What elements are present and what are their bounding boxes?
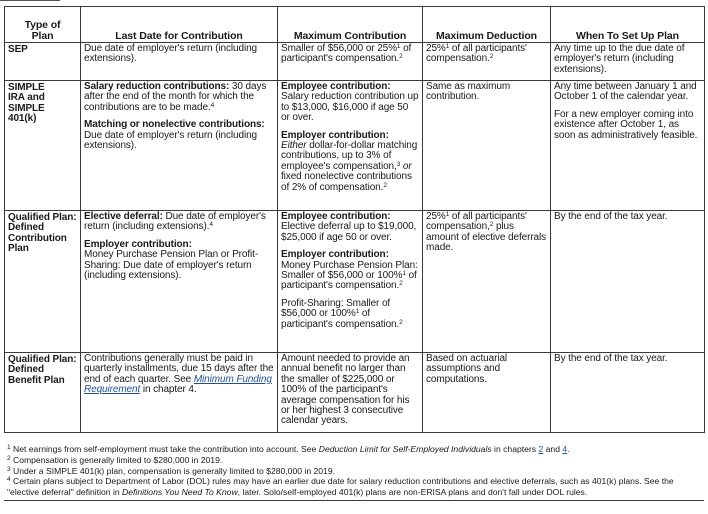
dc-when-to-set-up: By the end of the tax year. (551, 211, 705, 353)
retirement-plans-table (4, 6, 705, 433)
text: Due date of employer's return (including extensions). (84, 129, 258, 152)
header-last-date: Last Date for Contribution (81, 7, 278, 43)
text: in chapters (491, 444, 539, 454)
paragraph (281, 82, 419, 124)
text: in chapter 4. (140, 384, 197, 396)
paragraph (84, 212, 274, 233)
paragraph: For a new employer coming into existence after October 1, as soon as administratively feasible. (554, 108, 698, 141)
table-row-simple (5, 81, 705, 211)
header-row (5, 7, 705, 43)
text: of participant's compensation. (281, 43, 412, 65)
sep-last-date: Due date of employer's return (including extensions). (81, 43, 278, 81)
text: Net earnings from self-employment must take the contribution into account. See (10, 444, 319, 454)
simple-last-date (81, 81, 278, 211)
db-max-contribution: Amount needed to provide an annual benefit no larger than the smaller of $225,000 or 100% of the participant's average compensation for his or her highest 3 consecutive calendar years. (278, 353, 423, 433)
footnote-marker: 1 (7, 444, 11, 451)
footnote-ref: 2 (489, 53, 494, 61)
footnote-ref: 1 (445, 211, 450, 218)
header-max-deduction: Maximum Deduction (423, 7, 551, 43)
text: Elective deferral up to $19,000, $25,000 if age 50 or over. (281, 221, 417, 243)
footnote-2 (7, 455, 701, 466)
header-type-of-plan (5, 7, 81, 43)
footnote-ref: 1 (355, 308, 360, 316)
table-row-defined-benefit (5, 353, 705, 433)
label: Matching or nonelective contributions: (84, 119, 265, 131)
text: or (400, 160, 412, 172)
footnote-ref: 1 (396, 43, 401, 50)
header-type-text: Type of Plan (24, 19, 61, 42)
simple-max-contribution (278, 81, 423, 211)
label: Elective deferral: (84, 211, 163, 222)
footnote-ref: 4 (209, 221, 213, 229)
footnote-marker: 3 (7, 465, 11, 473)
text: Salary reduction contribution up to $13,000, $16,000 if age 50 or over. (281, 91, 419, 124)
paragraph: Any time between January 1 and October 1 of the calendar year. (554, 81, 697, 103)
chapter-4-link[interactable]: 4 (562, 444, 568, 454)
footnote-ref: 1 (402, 270, 406, 278)
simple-max-deduction: Same as maximum contribution. (423, 81, 551, 211)
footnote-ref: 2 (489, 221, 494, 229)
text: Money Purchase Pension Plan: Smaller of $56,000 or 100% (281, 259, 418, 282)
footnote-3 (7, 466, 701, 477)
text: Profit-Sharing: Smaller of $56,000 or 100% (281, 297, 391, 320)
footnote-marker: 2 (7, 454, 11, 462)
text: of participant's compensation. (281, 308, 400, 330)
plan-type-simple: SIMPLE IRA and SIMPLE 401(k) (5, 81, 81, 211)
paragraph (281, 212, 419, 243)
footnote-marker: 4 (7, 476, 11, 484)
table-row-defined-contribution (5, 211, 705, 353)
label: Employer contribution: (281, 129, 389, 141)
minimum-funding-requirement-link[interactable]: Minimum Funding Requirement (84, 373, 272, 396)
text: Either (281, 140, 307, 152)
paragraph (281, 250, 419, 292)
text: , later. Solo/self-employed 401(k) plans are non-ERISA plans and don't fall under DOL rules. (237, 487, 588, 498)
paragraph (84, 82, 274, 113)
label: Employee contribution: (281, 211, 391, 222)
paragraph (84, 240, 274, 282)
text: of all participants' compensation. (426, 43, 527, 65)
text: Under a SIMPLE 401(k) plan, compensation is generally limited to $280,000 in 2019. (10, 465, 335, 476)
text: fixed nonelective contributions of 2% of compensation. (281, 171, 412, 193)
text: Money Purchase Pension Plan or Profit-Sharing: Due date of employer's return (including extensions). (84, 249, 259, 282)
dc-last-date (81, 211, 278, 353)
text: of all participants' compensation, (426, 211, 527, 233)
dc-max-deduction (423, 211, 551, 353)
footnote-ref: 1 (445, 43, 450, 50)
paragraph (84, 120, 274, 151)
label: Employer contribution: (84, 238, 192, 250)
footnote-ref: 2 (383, 181, 387, 189)
text: Certain plans subject to Department of Labor (DOL) rules may have an earlier due date for salary reduction contributions and elective deferrals, such as 401(k) plans. See the "elective deferral" definition in (7, 476, 674, 498)
sep-max-contribution (278, 43, 423, 81)
text: 25% (426, 43, 446, 54)
text: Deduction Limit for Self-Employed Individuals (318, 444, 492, 454)
sep-max-deduction (423, 43, 551, 81)
label: Employee contribution: (281, 81, 391, 92)
text: Definitions You Need To Know (122, 487, 238, 498)
plan-type-defined-benefit: Qualified Plan: Defined Benefit Plan (5, 353, 81, 433)
text: 30 days after the end of the month for which the contributions are to be made. (84, 81, 267, 113)
text: dollar-for-dollar matching contributions, up to 3% of employee's compensation, (281, 140, 418, 172)
text: Compensation is generally limited to $280,000 in 2019. (10, 454, 223, 465)
simple-when-to-set-up (551, 81, 705, 211)
table-row-sep (5, 43, 705, 81)
footnote-4 (7, 476, 701, 498)
text: Contributions generally must be paid in quarterly installments, due 15 days after the end of each quarter. See (84, 353, 274, 385)
footnotes (4, 443, 704, 501)
sep-when-to-set-up: Any time up to the due date of employer's return (including extensions). (551, 43, 705, 81)
label: Employer contribution: (281, 249, 389, 261)
dc-max-contribution (278, 211, 423, 353)
text: 25% (426, 211, 446, 222)
plan-type-sep: SEP (5, 43, 81, 81)
label: Salary reduction contributions: (84, 81, 230, 92)
paragraph (281, 299, 419, 330)
text: and (543, 444, 563, 454)
header-when-to-set-up: When To Set Up Plan (551, 7, 705, 43)
footnote-1 (7, 444, 701, 455)
divider (0, 0, 60, 1)
header-max-contribution: Maximum Contribution (278, 7, 423, 43)
chapter-2-link[interactable]: 2 (538, 444, 544, 454)
text: Smaller of $56,000 or 25% (281, 43, 397, 54)
footnote-ref: 2 (399, 318, 403, 326)
footnote-ref: 3 (396, 160, 401, 168)
db-max-deduction: Based on actuarial assumptions and computations. (423, 353, 551, 433)
text: of participant's compensation. (281, 270, 417, 292)
db-last-date (81, 353, 278, 433)
paragraph (281, 131, 419, 193)
plan-type-defined-contribution: Qualified Plan: Defined Contribution Plan (5, 211, 81, 353)
footnote-ref: 2 (399, 280, 403, 288)
footnote-ref: 4 (210, 101, 215, 109)
text: Due date of employer's return (including extensions). (84, 211, 266, 233)
text: . (567, 444, 570, 454)
footnote-ref: 2 (399, 53, 403, 61)
db-when-to-set-up: By the end of the tax year. (551, 353, 705, 433)
text: plus amount of elective deferrals made. (426, 221, 547, 254)
